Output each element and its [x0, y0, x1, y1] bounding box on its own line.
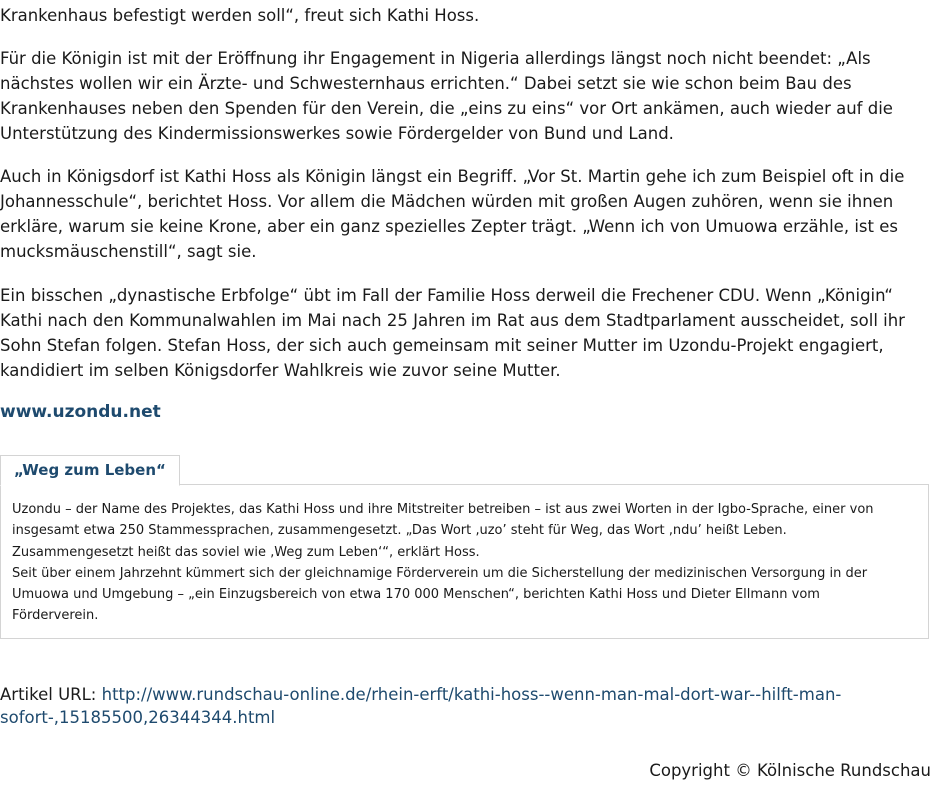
- article-url-label: Artikel URL:: [0, 685, 102, 704]
- info-box: [0, 484, 929, 639]
- info-box-line: Zusammengesetzt heißt das soviel wie ‚Weg zum Leben‘“, erklärt Hoss.: [12, 544, 480, 560]
- info-box-line: Umuowa und Umgebung – „ein Einzugsbereich von etwa 170 000 Menschen“, berichten Kathi Hoss und Dieter Ellmann vom: [12, 587, 820, 603]
- article-paragraph-4: Ein bisschen „dynastische Erbfolge“ übt im Fall der Familie Hoss derweil die Frechener CDU. Wenn „Königin“ Kathi nach den Kommunalwahlen im Mai nach 25 Jahren im Rat aus dem Stadtparlament ausscheidet, soll ihr Sohn Stefan folgen. Stefan Hoss, der sich auch gemeinsam mit seiner Mutter im Uzondu-Projekt engagiert, kandidiert im selben Königsdorfer Wahlkreis wie zuvor seine Mutter.: [0, 286, 905, 380]
- article-paragraph-1: Krankenhaus befestigt werden soll“, freut sich Kathi Hoss.: [0, 6, 480, 25]
- article-paragraph-2: Für die Königin ist mit der Eröffnung ihr Engagement in Nigeria allerdings längst noch nicht beendet: „Als nächstes wollen wir ein Ärzte- und Schwesternhaus errichten.“ Dabei setzt sie wie schon beim Bau des Krankenhauses neben den Spenden für den Verein, die „eins zu eins“ vor Ort ankämen, auch wieder auf die Unterstützung des Kindermissionswerkes sowie Fördergelder von Bund und Land.: [0, 49, 893, 143]
- info-box-title: „Weg zum Leben“: [0, 455, 180, 486]
- info-box-line: Uzondu – der Name des Projektes, das Kathi Hoss und ihre Mitstreiter betreiben – ist aus zwei Worten in der Igbo-Sprache, einer von: [12, 502, 874, 517]
- info-box-line: Förderverein.: [12, 608, 99, 624]
- copyright-notice: Copyright © Kölnische Rundschau: [649, 761, 931, 780]
- info-box-line: Seit über einem Jahrzehnt kümmert sich der gleichnamige Förderverein um die Sicherstellung der medizinischen Versorgung in der: [12, 565, 868, 581]
- article-url-link[interactable]: http://www.rundschau-online.de/rhein-erft/kathi-hoss--wenn-man-mal-dort-war--hilft-man-sofort-,15185500,26344344.html: [0, 685, 842, 727]
- article-url-block: [0, 683, 931, 729]
- article-paragraph-3: Auch in Königsdorf ist Kathi Hoss als Königin längst ein Begriff. „Vor St. Martin gehe ich zum Beispiel oft in die Johannesschule“, berichtet Hoss. Vor allem die Mädchen würden mit großen Augen zuhören, wenn sie ihnen erkläre, warum sie keine Krone, aber ein ganz spezielles Zepter trägt. „Wenn ich von Umuowa erzähle, ist es mucksmäuschenstill“, sagt sie.: [0, 167, 905, 261]
- info-box-line: insgesamt etwa 250 Stammessprachen, zusammengesetzt. „Das Wort ‚uzo’ steht für Weg, das Wort ‚ndu’ heißt Leben.: [12, 523, 787, 539]
- website-link[interactable]: www.uzondu.net: [0, 402, 161, 422]
